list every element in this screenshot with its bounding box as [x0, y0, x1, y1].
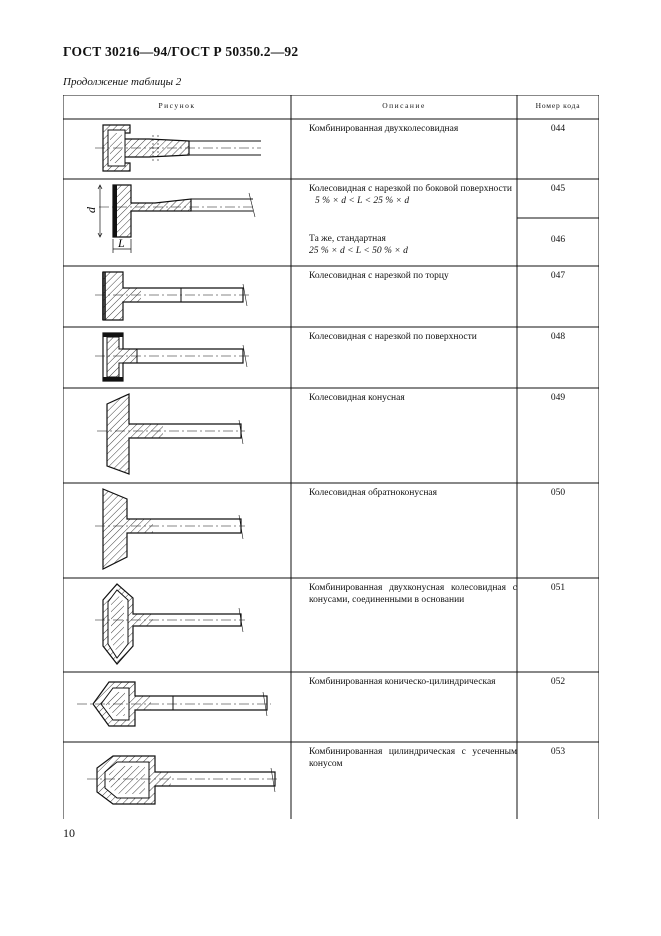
row-050-description: Колесовидная обратноконусная: [309, 488, 437, 498]
table-continuation-caption: Продолжение таблицы 2: [63, 76, 182, 88]
row-046-code: 046: [550, 235, 566, 245]
row-051-description: Комбинированная двухконусная колесовидная с конусами, соединенными в основании: [309, 583, 517, 605]
row-049-code: 049: [550, 393, 566, 403]
figure-048: [93, 329, 263, 386]
row-047-code: 047: [550, 271, 566, 281]
row-051-code: 051: [550, 583, 566, 593]
col-header-figure: Рисунок: [158, 101, 196, 110]
code-table: [63, 95, 599, 819]
figure-052: [73, 674, 283, 740]
row-052-code: 052: [550, 677, 566, 687]
col-header-description: Описание: [382, 101, 426, 110]
row-046-description: Та же, стандартная 25 % × d < L < 50 % × d: [309, 234, 408, 256]
length-label: L: [118, 236, 125, 250]
diameter-label: d: [84, 207, 98, 213]
figure-051: [93, 580, 263, 670]
col-header-code: Номер кода: [535, 101, 581, 110]
figure-047: [93, 268, 263, 325]
figure-049: [93, 390, 263, 481]
document-header: ГОСТ 30216—94/ГОСТ Р 50350.2—92: [63, 44, 299, 59]
figure-053: [83, 744, 283, 818]
row-044-code: 044: [550, 124, 566, 134]
row-045-code: 045: [550, 184, 566, 194]
row-052-description: Комбинированная коническо-цилиндрическая: [309, 677, 496, 687]
row-045-description: Колесовидная с нарезкой по боковой поверхности 5 % × d < L < 25 % × d: [309, 184, 512, 206]
row-050-code: 050: [550, 488, 566, 498]
page-number: 10: [63, 826, 75, 840]
row-047-description: Колесовидная с нарезкой по торцу: [309, 271, 449, 281]
row-048-code: 048: [550, 332, 566, 342]
row-044-description: Комбинированная двухколесовидная: [309, 124, 459, 134]
row-048-description: Колесовидная с нарезкой по поверхности: [309, 332, 477, 342]
figure-045-046: [83, 181, 273, 265]
figure-050: [93, 485, 263, 576]
row-053-description: Комбинированная цилиндрическая с усеченным конусом: [309, 747, 517, 769]
row-053-code: 053: [550, 747, 566, 757]
row-049-description: Колесовидная конусная: [309, 393, 405, 403]
figure-044: [93, 121, 263, 177]
